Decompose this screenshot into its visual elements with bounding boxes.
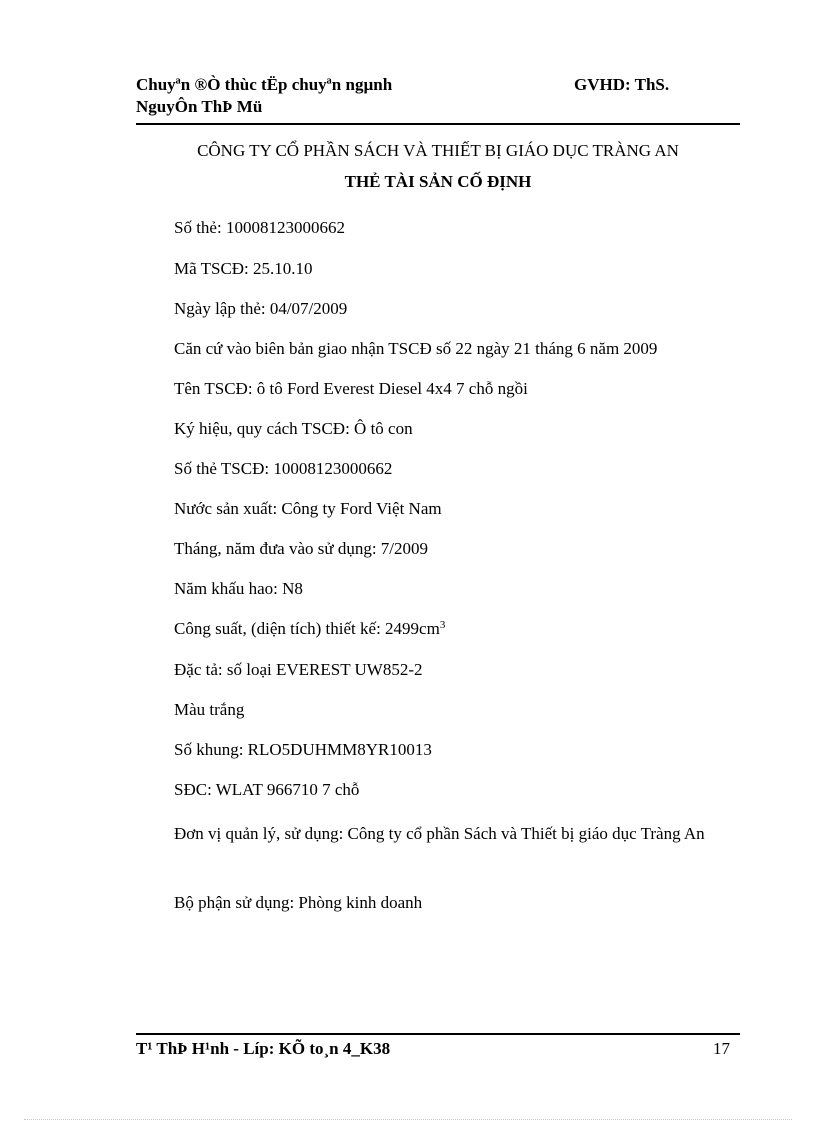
field-in-use-date: Tháng, năm đưa vào sử dụng: 7/2009 xyxy=(174,539,429,558)
header-advisor-label: GVHD: ThS. xyxy=(574,75,670,94)
field-asset-card-number: Số thẻ TSCĐ: 10008123000662 xyxy=(174,459,393,478)
field-card-number: Số thẻ: 10008123000662 xyxy=(174,218,345,237)
header-rule xyxy=(136,123,740,125)
field-specification: Ký hiệu, quy cách TSCĐ: Ô tô con xyxy=(174,419,413,438)
header-left xyxy=(136,74,392,118)
field-engine-number: SĐC: WLAT 966710 7 chỗ xyxy=(174,780,360,799)
footer-rule xyxy=(136,1033,740,1035)
page-number: 17 xyxy=(713,1039,730,1058)
field-issue-date: Ngày lập thẻ: 04/07/2009 xyxy=(174,299,348,318)
company-name: CÔNG TY CỔ PHẦN SÁCH VÀ THIẾT BỊ GIÁO DỤC TRÀNG AN xyxy=(197,141,679,160)
field-managing-unit: Đơn vị quản lý, sử dụng: Công ty cổ phần Sách và Thiết bị giáo dục Tràng An xyxy=(174,824,705,843)
page-bottom-dotted-line xyxy=(24,1119,792,1120)
field-user-department: Bộ phận sử dụng: Phòng kinh doanh xyxy=(174,893,423,912)
header-topic: Chuyªn ®Ò thùc tËp chuyªn ngµnh xyxy=(136,75,393,94)
field-asset-name: Tên TSCĐ: ô tô Ford Everest Diesel 4x4 7 chỗ ngồi xyxy=(174,379,528,398)
field-color: Màu trắng xyxy=(174,700,245,719)
field-manufacturer: Nước sản xuất: Công ty Ford Việt Nam xyxy=(174,499,442,518)
field-capacity-superscript: 3 xyxy=(439,619,446,631)
header-advisor-name: NguyÔn ThÞ Mü xyxy=(136,97,263,116)
field-chassis-number: Số khung: RLO5DUHMM8YR10013 xyxy=(174,740,432,759)
field-capacity-text: Công suất, (diện tích) thiết kế: 2499cm xyxy=(174,619,440,638)
document-title: THẺ TÀI SẢN CỐ ĐỊNH xyxy=(344,172,532,191)
footer-author: T¹ ThÞ H¹nh - Líp: KÕ to¸n 4_K38 xyxy=(136,1039,391,1058)
field-asset-code: Mã TSCĐ: 25.10.10 xyxy=(174,259,313,278)
field-description: Đặc tả: số loại EVEREST UW852-2 xyxy=(174,660,423,679)
field-basis: Căn cứ vào biên bản giao nhận TSCĐ số 22 ngày 21 tháng 6 năm 2009 xyxy=(174,339,658,358)
field-capacity xyxy=(174,618,445,640)
field-depreciation-year: Năm khấu hao: N8 xyxy=(174,579,303,598)
